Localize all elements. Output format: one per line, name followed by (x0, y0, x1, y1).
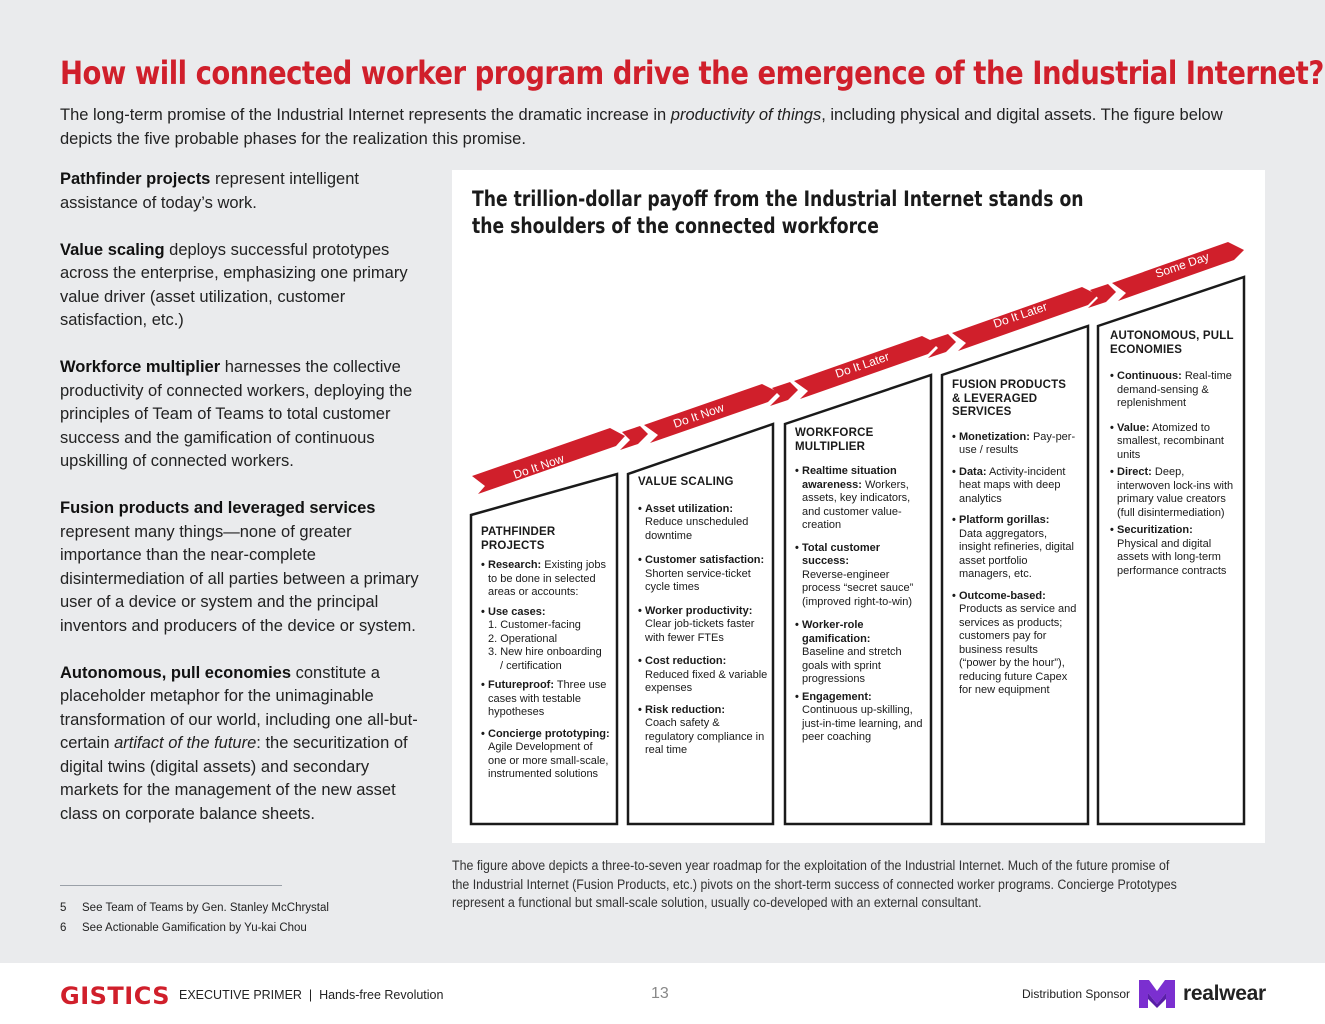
fusion-products-description: Fusion products and leveraged services represent many things—none of greater importance than the near-complete disintermediation of all parties between a primary user of a device or system and the principal inventors and producers of the device or system. (60, 499, 419, 635)
list-item: • Worker productivity: Clear job-tickets faster with fewer FTEs (638, 605, 768, 646)
list-item: • Concierge prototyping: Agile Development of one or more small-scale, instrumented solutions (481, 728, 613, 782)
list-item: • Total customer success: Reverse-engineer process “secret sauce” (improved right-to-win) (795, 542, 925, 610)
list-item: • Risk reduction: Coach safety & regulatory compliance in real time (638, 704, 768, 758)
realwear-logo-text: realwear (1183, 982, 1266, 1005)
footer-primer-text: EXECUTIVE PRIMER | Hands-free Revolution (179, 988, 444, 1002)
banner-label-3: Do It Later (833, 349, 891, 381)
list-item: • Cost reduction: Reduced fixed & variable expenses (638, 655, 768, 696)
list-item: • Use cases: 1. Customer-facing 2. Operational 3. New hire onboarding / certification (481, 606, 613, 674)
roadmap-figure (452, 170, 1265, 843)
sponsor-label: Distribution Sponsor (1022, 987, 1131, 1001)
banner-label-4: Do It Later (991, 299, 1049, 331)
list-item: • Customer satisfaction: Shorten service-ticket cycle times (638, 554, 768, 595)
list-item: • Continuous: Real-time demand-sensing & replenishment (1110, 370, 1234, 411)
list-item: • Value: Atomized to smallest, recombinant units (1110, 422, 1234, 463)
banner-label-1: Do It Now (511, 451, 566, 482)
banner-2 (620, 426, 648, 450)
page-footer (0, 963, 1325, 1024)
intro-paragraph: The long-term promise of the Industrial Internet represents the dramatic increase in productivity of things, including physical and digital assets. The figure below depicts the five probable phases for the realization this promise. (60, 106, 1223, 148)
list-item: • Platform gorillas: Data aggregators, insight refineries, digital asset portfolio managers, etc. (952, 514, 1077, 582)
list-item: • Direct: Deep, interwoven lock-ins with primary value creators (full disintermediation) (1110, 466, 1234, 520)
list-item: • Asset utilization: Reduce unscheduled downtime (638, 503, 768, 544)
list-item: • Research: Existing jobs to be done in selected areas or accounts: (481, 559, 613, 600)
column-heading: WORKFORCE MULTIPLIER (795, 427, 874, 453)
realwear-logo-icon (1137, 977, 1177, 1011)
list-item: • Futureproof: Three use cases with testable hypotheses (481, 679, 613, 720)
footnote-divider (60, 885, 282, 886)
page-title: How will connected worker program drive the emergence of the Industrial Internet? (60, 54, 1324, 92)
footnote-item: 6 See Actionable Gamification by Yu-kai Chou (60, 922, 307, 934)
column-heading: PATHFINDER PROJECTS (481, 526, 556, 552)
list-item: • Outcome-based: Products as service and services as products; customers pay for business results (“power by the hour”), reducing future Capex for new equipment (952, 590, 1077, 698)
list-item: • Engagement: Continuous up-skilling, just-in-time learning, and peer coaching (795, 691, 925, 745)
footnote-item: 5 See Team of Teams by Gen. Stanley McChrystal (60, 902, 329, 914)
footnotes (60, 898, 329, 938)
list-item: • Monetization: Pay-per-use / results (952, 431, 1077, 458)
gistics-logo: GISTICS (60, 982, 171, 1010)
banner-label-2: Do It Now (671, 400, 726, 431)
column-heading: AUTONOMOUS, PULL ECONOMIES (1110, 330, 1234, 356)
autonomous-economies-description: Autonomous, pull economies constitute a placeholder metaphor for the unimaginable transformation of our world, including one all-but-certain artifact of the future: the securitization of digital twins (digital assets) and secondary markets for the management of the new asset class on corporate balance sheets. (60, 663, 418, 823)
column-heading: VALUE SCALING (638, 476, 734, 488)
list-item: • Worker-role gamification: Baseline and stretch goals with sprint progressions (795, 619, 925, 687)
list-item: • Realtime situation awareness: Workers, assets, key indicators, and customer value-creation (795, 465, 925, 533)
column-heading: FUSION PRODUCTS & LEVERAGED SERVICES (952, 379, 1067, 418)
column-autonomous (1110, 330, 1234, 586)
phase-descriptions (60, 168, 420, 850)
figure-caption: The figure above depicts a three-to-seven year roadmap for the exploitation of the Industrial Internet. Much of the future promise of the Industrial Internet (Fusion Products, etc.) pivots on the short-term success of connected worker programs. Concierge Prototypes represent a functional but small-scale solution, usually co-developed with an external consultant. (452, 858, 1177, 910)
list-item: • Data: Activity-incident heat maps with deep analytics (952, 466, 1077, 507)
figure-title: The trillion-dollar payoff from the Industrial Internet stands on the shoulders of the connected workforce (472, 187, 1084, 238)
page-number: 13 (651, 985, 669, 1002)
workforce-multiplier-description: Workforce multiplier harnesses the collective productivity of connected workers, deploying the principles of Team of Teams to total customer success and the gamification of continuous upskilling of connected workers. (60, 358, 413, 470)
list-item: • Securitization: Physical and digital assets with long-term performance contracts (1110, 524, 1234, 578)
pathfinder-description: Pathfinder projects represent intelligent assistance of today’s work. (60, 170, 359, 212)
banner-label-5: Some Day (1153, 249, 1211, 281)
column-fusion-products (952, 379, 1077, 706)
column-workforce-multiplier (795, 427, 925, 753)
column-pathfinder (481, 526, 613, 790)
value-scaling-description: Value scaling deploys successful prototypes across the enterprise, emphasizing one primary value driver (asset utilization, customer satisfaction, etc.) (60, 240, 408, 329)
column-value-scaling (638, 476, 768, 766)
